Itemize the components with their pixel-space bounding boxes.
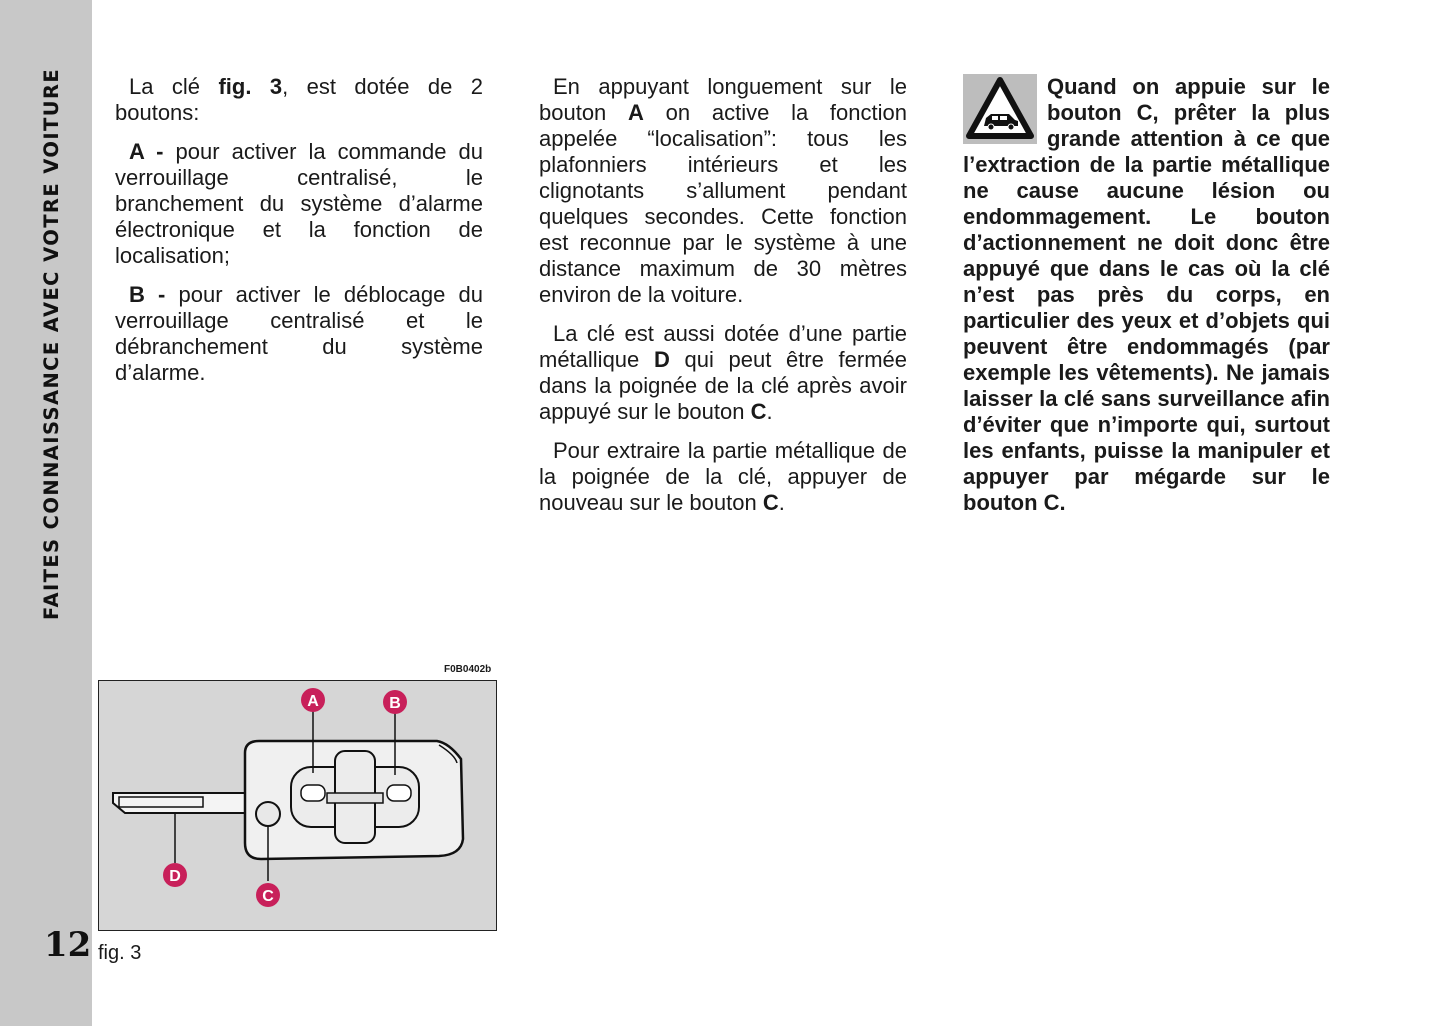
callout-b [383, 690, 407, 714]
svg-text:A: A [307, 693, 319, 710]
column-1 [115, 74, 483, 399]
svg-text:D: D [169, 868, 181, 885]
callout-c [256, 883, 280, 907]
page-number: 12 [44, 925, 92, 965]
callout-a [301, 688, 325, 712]
warning-box [963, 74, 1330, 516]
section-title: FAITES CONNAISSANCE AVEC VOTRE VOITURE [40, 67, 63, 620]
warning-text: Quand on appuie sur le bouton C, prêter la plus grande attention à ce que l’extraction de la partie métallique ne cause aucune lésion ou endommagement. Le bouton d’actionnement ne doit donc être appuyé que dans le cas où la clé n’est pas près du corps, en particulier des yeux et d’objets qui peuvent être endommagés (par exemple les vêtements). Ne jamais laisser la clé sans surveillance afin d’éviter que n’importe qui, surtout les enfants, puisse la manipuler et appuyer par mégarde sur le bouton C. [963, 74, 1330, 515]
callout-d [163, 863, 187, 887]
figure-code: F0B0402b [444, 664, 492, 675]
svg-text:C: C [262, 888, 274, 905]
side-band [0, 0, 92, 1026]
button-a-glyph [301, 785, 325, 801]
warning-car-icon [963, 74, 1037, 144]
figure-reference: fig. 3 [218, 74, 283, 99]
svg-text:B: B [389, 695, 401, 712]
metal-blade [113, 793, 245, 813]
column-2 [539, 74, 907, 529]
metal-part-paragraph: La clé est aussi dotée d’une partie métallique D qui peut être fermée dans la poignée de la clé après avoir appuyé sur le bouton C. [539, 321, 907, 424]
figure-caption: fig. 3 [98, 942, 142, 964]
intro-paragraph: La clé fig. 3, est dotée de 2 boutons: [115, 74, 483, 125]
localisation-paragraph: En appuyant longuement sur le bouton A on active la fonction appelée “localisation”: tous les plafonniers intérieurs et les clignotants s’allument pendant quelques secondes. Cette fonction est reconnue par le système à une distance maximum de 30 mètres environ de la voiture. [539, 74, 907, 307]
key-illustration [99, 681, 496, 930]
button-a-description: A - pour activer la commande du verrouillage centralisé, le branchement du système d’alarme électronique et la fonction de localisation; [115, 139, 483, 268]
key-figure [98, 680, 497, 931]
extract-paragraph: Pour extraire la partie métallique de la poignée de la clé, appuyer de nouveau sur le bouton C. [539, 438, 907, 515]
button-b-glyph [387, 785, 411, 801]
button-c [256, 802, 280, 826]
button-b-description: B - pour activer le déblocage du verrouillage centralisé et le débranchement du système d’alarme. [115, 282, 483, 385]
